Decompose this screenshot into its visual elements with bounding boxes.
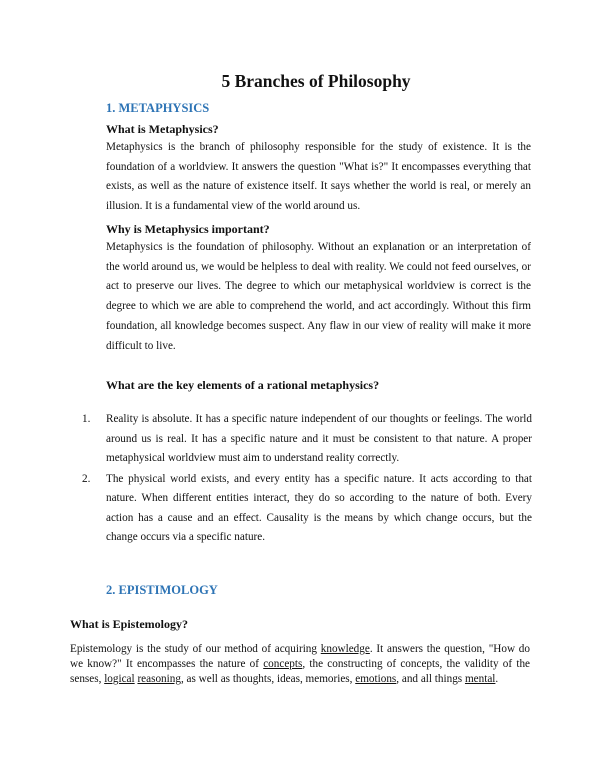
paragraph-metaphysics-definition: Metaphysics is the branch of philosophy responsible for the study of existence. It is the foundation of a worldview. It answers the question "What is?" It encompasses everything that exists, as well as the nature of existence itself. It says whether the world is real, or merely an illusion. It is a fundamental view of the world around us. <box>106 141 531 213</box>
list-item <box>82 410 532 469</box>
question-what-is-metaphysics: What is Metaphysics? <box>106 122 219 136</box>
text-run: . <box>495 673 499 685</box>
text-run: , the constructing of concepts, the validity of the senses, <box>70 658 531 685</box>
text-run: , and all things <box>396 673 465 685</box>
page-title: 5 Branches of Philosophy <box>221 71 411 91</box>
list-item <box>82 470 532 548</box>
text-run: . It answers the question, "How do we know?" It encompasses the nature of <box>70 643 530 670</box>
key-elements-list <box>82 410 532 549</box>
paragraph-metaphysics-importance: Metaphysics is the foundation of philosophy. Without an explanation or an interpretation of the world around us, we would be helpless to deal with reality. We could not feed ourselves, or act to preserve our lives. The degree to which our metaphysical worldview is correct is the degree to which we are able to comprehend the world, and act accordingly. Without this firm foundation, all knowledge becomes suspect. Any flaw in our view of reality will make it more difficult to live. <box>106 241 531 352</box>
paragraph-epistemology-definition <box>70 642 530 687</box>
link-concepts[interactable]: concepts <box>263 658 303 670</box>
question-key-elements: What are the key elements of a rational metaphysics? <box>106 378 380 392</box>
text-run: Epistemology is the study of our method of acquiring <box>70 643 321 655</box>
section-heading-epistemology: 2. EPISTIMOLOGY <box>106 583 218 597</box>
list-item-text: The physical world exists, and every entity has a specific nature. It acts according to that nature. When different entities interact, they do so according to the nature of both. Every action has a cause and an effect. Causality is the means by which change occurs, but the change occurs via a specific nature. <box>106 472 532 543</box>
link-knowledge[interactable]: knowledge <box>320 643 370 655</box>
link-emotions[interactable]: emotions <box>355 673 397 685</box>
link-logical[interactable]: logical <box>104 673 135 685</box>
list-item-text: Reality is absolute. It has a specific nature independent of our thoughts or feelings. The world around us is real. It has a specific nature and it must be consistent to that nature. A proper metaphysical worldview must aim to understand reality correctly. <box>106 413 532 464</box>
list-item-number: 1. <box>82 413 91 425</box>
link-reasoning[interactable]: reasoning <box>137 673 181 685</box>
question-what-is-epistemology: What is Epistemology? <box>70 617 189 631</box>
question-why-metaphysics-important: Why is Metaphysics important? <box>106 222 270 236</box>
link-mental[interactable]: mental <box>464 673 496 685</box>
list-item-number: 2. <box>82 472 91 485</box>
text-run: , as well as thoughts, ideas, memories, <box>180 673 356 685</box>
section-heading-metaphysics: 1. METAPHYSICS <box>106 101 210 115</box>
